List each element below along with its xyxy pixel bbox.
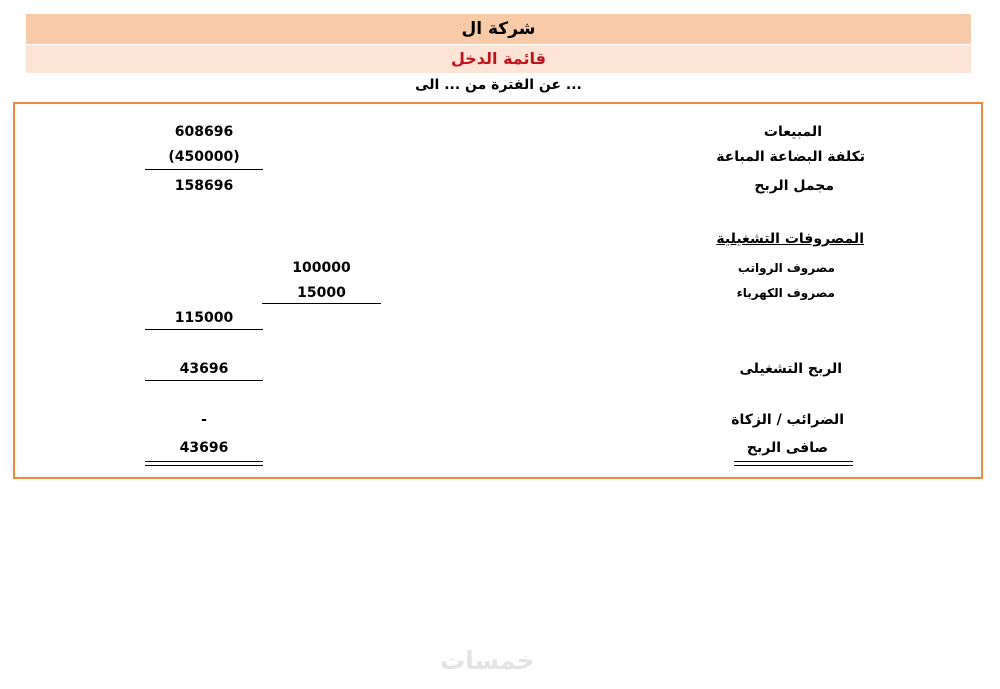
taxes-zakat-label: الضرائب / الزكاة [731, 412, 844, 428]
operating-expenses-heading: المصروفات التشغيلية [716, 231, 864, 247]
taxes-zakat-amount: - [201, 412, 207, 428]
net-profit-label-double-underline [734, 461, 853, 466]
period-line: عن الفترة من ... الى ... [415, 77, 582, 93]
gross-profit-amount: 158696 [174, 178, 234, 194]
operating-profit-underline [145, 380, 263, 381]
salaries-expense-label: مصروف الرواتب [737, 261, 835, 275]
salaries-expense-amount: 100000 [292, 260, 351, 276]
operating-expenses-total: 115000 [174, 310, 234, 326]
operating-profit-label: الربح التشغيلى [739, 361, 842, 377]
expenses-subtotal-underline [262, 303, 381, 304]
electricity-expense-amount: 15000 [297, 285, 346, 301]
watermark-logo: خمسات [440, 646, 535, 675]
net-profit-amount: 43696 [179, 440, 229, 456]
electricity-expense-label: مصروف الكهرباء [736, 286, 835, 300]
sales-label: المبيعات [763, 124, 822, 140]
sales-amount: 608696 [174, 124, 234, 140]
gross-profit-label: مجمل الربح [754, 178, 834, 194]
net-profit-double-underline [145, 461, 263, 466]
expenses-total-underline [145, 329, 263, 330]
net-profit-label: صافى الربح [746, 440, 828, 456]
cogs-underline [145, 169, 263, 170]
company-name-header: شركة ال [26, 14, 971, 44]
statement-title: قائمة الدخل [26, 45, 971, 73]
operating-profit-amount: 43696 [179, 361, 229, 377]
cogs-label: تكلفة البضاعة المباعة [716, 149, 865, 165]
cogs-amount: (450000) [168, 149, 240, 165]
